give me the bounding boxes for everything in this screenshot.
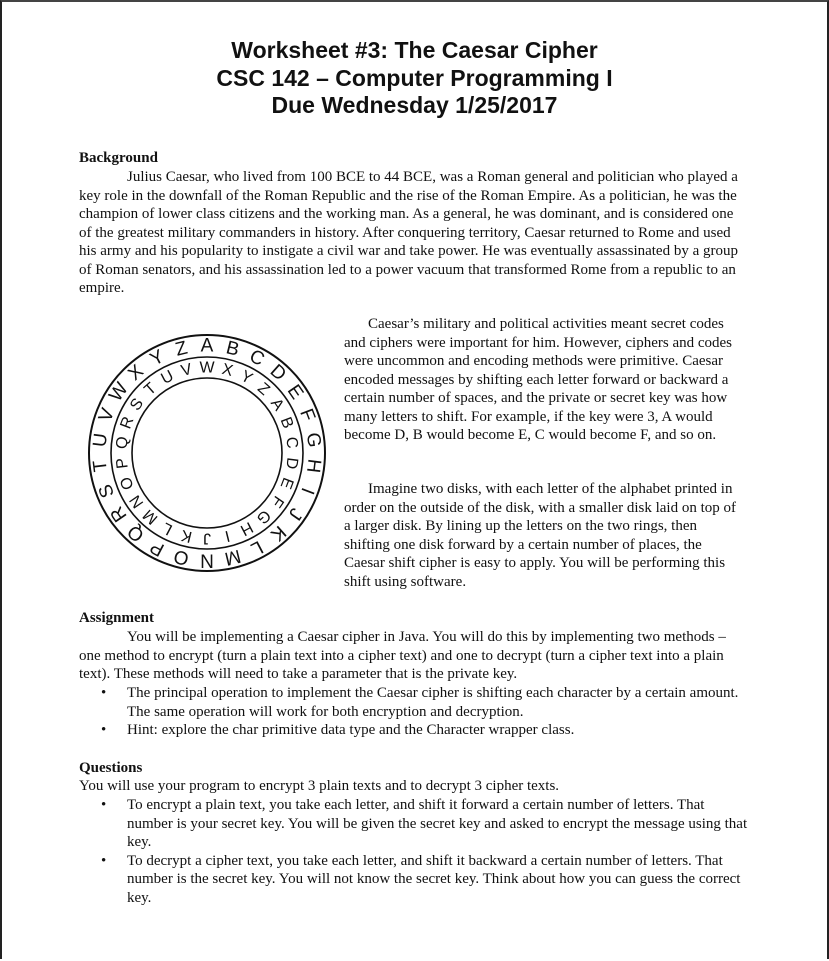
inner-letter: M xyxy=(140,505,162,528)
inner-letter: A xyxy=(266,395,287,414)
outer-letter: F xyxy=(295,405,319,425)
outer-letter: R xyxy=(106,502,132,526)
outer-letter: E xyxy=(282,381,308,404)
inner-letter: U xyxy=(158,367,177,388)
background-paragraph-3: Imagine two disks, with each letter of the alphabet printed in order on the outside of the disk, with a smaller disk laid on top of a larger disk. By lining up the letters on the two rings, then shifting one disk forward by a certain number of places, the Caesar shift cipher is easy to apply. You will be performing this shift using software. xyxy=(344,481,737,590)
inner-letter: V xyxy=(179,360,194,381)
outer-letter: S xyxy=(94,481,120,501)
bullet-icon: • xyxy=(101,852,107,869)
bullet-icon: • xyxy=(101,797,107,813)
inner-letter: J xyxy=(203,529,211,547)
outer-letter: L xyxy=(247,535,267,560)
background-paragraph-2: Caesar’s military and political activities meant secret codes and ciphers were important for him. However, ciphers and codes were uncommon and encoding methods were primitive. Caesar encoded messages by shifting each letter forward or backward a certain number of spaces, and the private or secret key was how many letters to shift. For example, if the key were 3, A would become D, B would become E, C would become F, and so on. xyxy=(344,316,733,443)
outer-letter: G xyxy=(301,431,325,449)
list-item xyxy=(79,852,749,908)
questions-bullet-list xyxy=(79,796,749,907)
background-heading: Background xyxy=(79,150,158,166)
page-title xyxy=(0,37,829,120)
inner-letter: W xyxy=(199,359,215,377)
caesar-cipher-wheel-image xyxy=(85,333,329,573)
outer-letter: Y xyxy=(146,346,168,371)
assignment-paragraph: You will be implementing a Caesar cipher in Java. You will do this by implementing two methods – one method to encrypt (turn a plain text into a cipher text) and one to decrypt (turn a cipher text into a plain text). These methods will need to take a parameter that is the private key. xyxy=(79,629,726,682)
inner-letter: F xyxy=(267,492,287,511)
inner-ring-edge xyxy=(132,378,282,528)
bullet-icon: • xyxy=(101,722,107,738)
inner-letter: X xyxy=(220,360,235,381)
inner-letter: L xyxy=(159,518,176,538)
outer-letter: T xyxy=(89,458,112,473)
questions-heading: Questions xyxy=(79,760,143,776)
outer-letter: O xyxy=(171,544,192,569)
inner-letter: B xyxy=(276,414,297,431)
inner-letter: C xyxy=(282,435,301,450)
inner-letter: E xyxy=(276,475,297,492)
ring-divider xyxy=(111,357,303,549)
questions-intro: You will use your program to encrypt 3 plain texts and to decrypt 3 cipher texts. xyxy=(79,778,560,794)
title-line-3: Due Wednesday 1/25/2017 xyxy=(271,92,558,118)
inner-letter: P xyxy=(113,456,132,470)
assignment-heading: Assignment xyxy=(79,610,155,626)
inner-letter: S xyxy=(127,395,148,414)
list-item xyxy=(79,796,749,852)
outer-letter: B xyxy=(223,337,242,361)
outer-letter: K xyxy=(266,521,290,546)
inner-letter: R xyxy=(117,414,138,432)
outer-letter: C xyxy=(245,345,268,371)
outer-letter: J xyxy=(283,503,307,524)
inner-letter: Z xyxy=(254,379,273,399)
inner-letter: G xyxy=(253,506,274,528)
inner-letter: I xyxy=(223,526,232,545)
outer-letter: V xyxy=(94,405,120,425)
inner-letter: H xyxy=(237,518,256,539)
inner-letter: Q xyxy=(113,435,132,450)
questions-bullet-text-1: To encrypt a plain text, you take each letter, and shift it forward a certain number of letters. That number is your secret key. You will be given the secret key and asked to encrypt the message using that key. xyxy=(127,797,748,850)
questions-bullet-text-2: To decrypt a cipher text, you take each letter, and shift it backward a certain number of letters. That number is the secret key. You will not know the secret key. Think about how you can guess the correct key. xyxy=(127,852,741,906)
outer-letter: W xyxy=(105,378,133,406)
inner-letter: T xyxy=(141,379,160,399)
outer-letter: X xyxy=(124,360,148,385)
outer-letter: M xyxy=(222,544,243,569)
outer-letter: U xyxy=(89,432,113,449)
outer-letter: Z xyxy=(173,337,190,361)
bullet-icon: • xyxy=(101,685,107,701)
outer-letter: D xyxy=(265,360,291,386)
list-item xyxy=(79,721,749,740)
outer-letter: N xyxy=(200,549,214,571)
assignment-bullet-text-2: Hint: explore the char primitive data type and the Character wrapper class. xyxy=(127,722,575,738)
list-item xyxy=(79,684,749,721)
inner-letter: N xyxy=(126,491,148,511)
outer-letter: A xyxy=(200,335,214,357)
outer-letter: Q xyxy=(123,520,149,546)
title-line-1: Worksheet #3: The Caesar Cipher xyxy=(231,37,598,63)
outer-letter: H xyxy=(301,457,325,474)
outer-letter: P xyxy=(146,535,168,560)
assignment-bullet-text-1: The principal operation to implement the Caesar cipher is shifting each character by a certain amount. The same operation will work for both encryption and decryption. xyxy=(127,685,739,720)
inner-letter: K xyxy=(179,525,194,546)
inner-letter: Y xyxy=(237,367,256,388)
background-paragraph-1: Julius Caesar, who lived from 100 BCE to 44 BCE, was a Roman general and politician who played a key role in the downfall of the Roman Republic and the rise of the Roman Empire. As a politician, he was the champion of lower class citizens and the working man. As a general, he was dominant, and is considered one of the greatest military commanders in history. After conquering territory, Caesar returned to Rome and used his army and his popularity to instigate a civil war and take power. He was eventually assassinated by a group of Roman senators, and his assassination led to a power vacuum that transformed Rome from a republic to an empire. xyxy=(79,169,738,296)
assignment-bullet-list xyxy=(79,684,749,740)
outer-letter: I xyxy=(296,484,318,498)
inner-letter: O xyxy=(117,474,138,492)
inner-letter: D xyxy=(282,456,301,471)
title-line-2: CSC 142 – Computer Programming I xyxy=(216,64,613,91)
